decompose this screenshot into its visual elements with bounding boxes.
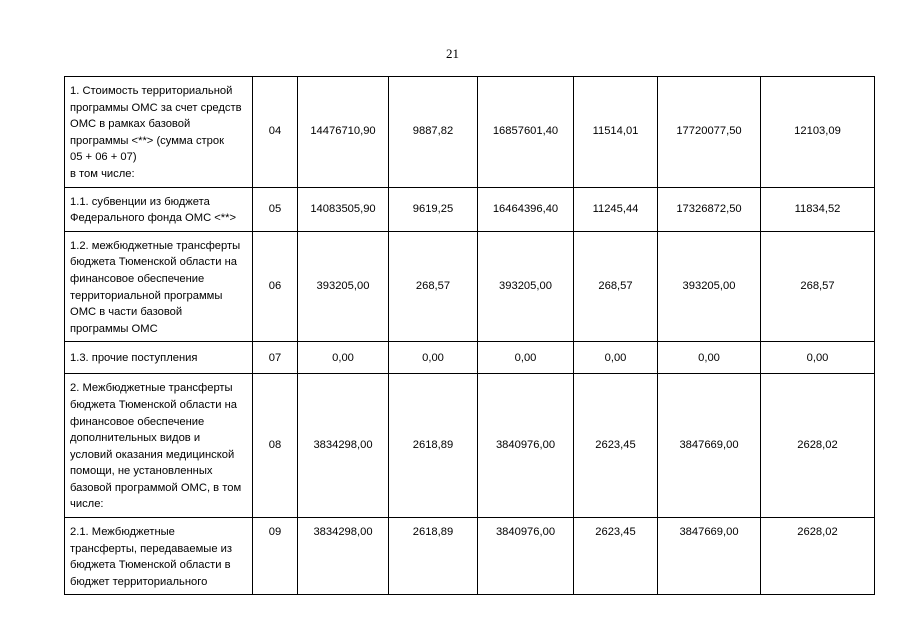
cell-value: 268,57 [389,231,478,342]
cell-value: 0,00 [574,342,658,374]
cell-value: 2623,45 [574,518,658,595]
cell-value: 0,00 [478,342,574,374]
cell-value: 3847669,00 [658,518,761,595]
row-code: 05 [253,187,298,231]
cell-value: 2628,02 [761,374,875,518]
cell-value: 3834298,00 [298,374,389,518]
row-code: 08 [253,374,298,518]
cell-value: 16464396,40 [478,187,574,231]
cell-value: 11245,44 [574,187,658,231]
cell-value: 2618,89 [389,518,478,595]
cell-value: 14476710,90 [298,77,389,188]
table-row [65,77,875,188]
cell-value: 0,00 [389,342,478,374]
cell-value: 9887,82 [389,77,478,188]
row-code: 04 [253,77,298,188]
cell-value: 2623,45 [574,374,658,518]
cell-value: 9619,25 [389,187,478,231]
cell-value: 0,00 [658,342,761,374]
row-name: 1.3. прочие поступления [65,342,253,374]
cell-value: 11834,52 [761,187,875,231]
row-name: 1.1. субвенции из бюджета Федерального фонда ОМС <**> [65,187,253,231]
cell-value: 3847669,00 [658,374,761,518]
row-code: 09 [253,518,298,595]
row-code: 06 [253,231,298,342]
table-row [65,342,875,374]
table-row [65,518,875,595]
cell-value: 11514,01 [574,77,658,188]
table-row [65,231,875,342]
cell-value: 393205,00 [658,231,761,342]
cell-value: 0,00 [298,342,389,374]
cell-value: 0,00 [761,342,875,374]
row-name: 1. Стоимость территориальной программы ОМС за счет средств ОМС в рамках базовой программы <**> (сумма строк 05 + 06 + 07) в том числе: [65,77,253,188]
row-code: 07 [253,342,298,374]
row-name: 2. Межбюджетные трансферты бюджета Тюменской области на финансовое обеспечение дополнительных видов и условий оказания медицинской помощи, не установленных базовой программой ОМС, в том числе: [65,374,253,518]
table-row [65,187,875,231]
financial-table [64,76,875,595]
cell-value: 16857601,40 [478,77,574,188]
cell-value: 393205,00 [478,231,574,342]
cell-value: 2628,02 [761,518,875,595]
page-number: 21 [446,46,459,61]
cell-value: 12103,09 [761,77,875,188]
cell-value: 393205,00 [298,231,389,342]
cell-value: 3840976,00 [478,374,574,518]
cell-value: 17720077,50 [658,77,761,188]
cell-value: 17326872,50 [658,187,761,231]
table-row [65,374,875,518]
row-name: 1.2. межбюджетные трансферты бюджета Тюменской области на финансовое обеспечение территориальной программы ОМС в части базовой программы ОМС [65,231,253,342]
cell-value: 14083505,90 [298,187,389,231]
row-name: 2.1. Межбюджетные трансферты, передаваемые из бюджета Тюменской области в бюджет территориального [65,518,253,595]
cell-value: 268,57 [574,231,658,342]
cell-value: 3834298,00 [298,518,389,595]
cell-value: 2618,89 [389,374,478,518]
cell-value: 3840976,00 [478,518,574,595]
cell-value: 268,57 [761,231,875,342]
